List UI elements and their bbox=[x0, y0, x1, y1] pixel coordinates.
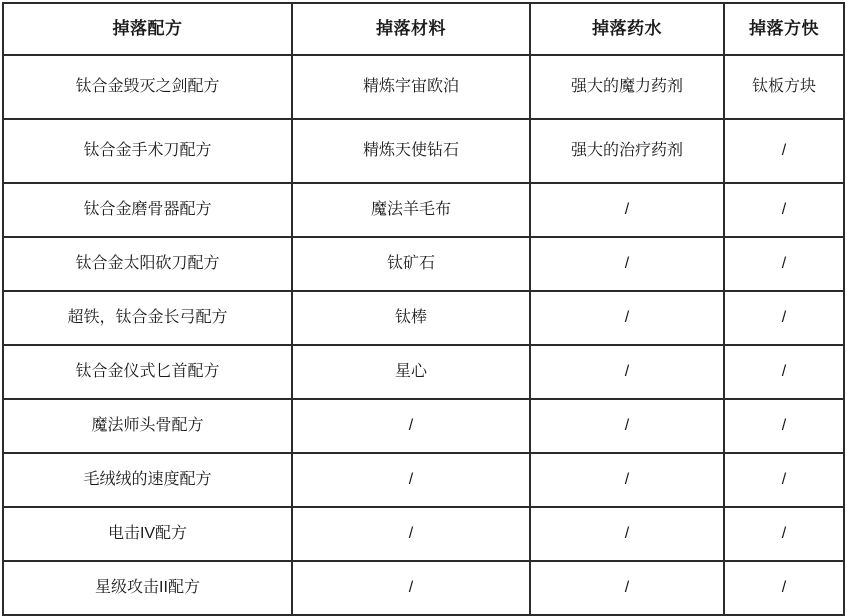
table-row bbox=[3, 561, 844, 615]
cell-block: / bbox=[724, 345, 844, 399]
cell-potion: / bbox=[530, 453, 724, 507]
cell-recipe: 钛合金太阳砍刀配方 bbox=[3, 237, 292, 291]
column-header-material: 掉落材料 bbox=[292, 3, 530, 55]
column-header-block: 掉落方快 bbox=[724, 3, 844, 55]
cell-potion: / bbox=[530, 291, 724, 345]
cell-recipe: 星级攻击II配方 bbox=[3, 561, 292, 615]
cell-material: 精炼宇宙欧泊 bbox=[292, 55, 530, 119]
cell-block: / bbox=[724, 291, 844, 345]
column-header-potion: 掉落药水 bbox=[530, 3, 724, 55]
drop-table-container bbox=[0, 2, 846, 616]
cell-recipe: 钛合金毁灭之剑配方 bbox=[3, 55, 292, 119]
drop-table bbox=[2, 2, 845, 616]
cell-potion: 强大的治疗药剂 bbox=[530, 119, 724, 183]
table-row bbox=[3, 119, 844, 183]
cell-material: / bbox=[292, 507, 530, 561]
column-header-recipe: 掉落配方 bbox=[3, 3, 292, 55]
cell-block: / bbox=[724, 399, 844, 453]
cell-material: 魔法羊毛布 bbox=[292, 183, 530, 237]
cell-recipe: 钛合金手术刀配方 bbox=[3, 119, 292, 183]
cell-recipe: 钛合金磨骨器配方 bbox=[3, 183, 292, 237]
cell-recipe: 超铁，钛合金长弓配方 bbox=[3, 291, 292, 345]
cell-material: 精炼天使钻石 bbox=[292, 119, 530, 183]
table-row bbox=[3, 345, 844, 399]
cell-block: / bbox=[724, 119, 844, 183]
cell-potion: / bbox=[530, 561, 724, 615]
cell-material: / bbox=[292, 453, 530, 507]
cell-recipe: 毛绒绒的速度配方 bbox=[3, 453, 292, 507]
cell-recipe: 电击IV配方 bbox=[3, 507, 292, 561]
table-row bbox=[3, 399, 844, 453]
cell-potion: / bbox=[530, 345, 724, 399]
cell-block: / bbox=[724, 237, 844, 291]
table-body bbox=[3, 55, 844, 615]
cell-block: / bbox=[724, 183, 844, 237]
table-header bbox=[3, 3, 844, 55]
cell-potion: / bbox=[530, 237, 724, 291]
cell-potion: / bbox=[530, 507, 724, 561]
cell-block: / bbox=[724, 561, 844, 615]
table-header-row bbox=[3, 3, 844, 55]
table-row bbox=[3, 55, 844, 119]
table-row bbox=[3, 291, 844, 345]
cell-material: 钛矿石 bbox=[292, 237, 530, 291]
cell-potion: 强大的魔力药剂 bbox=[530, 55, 724, 119]
table-row bbox=[3, 453, 844, 507]
table-row bbox=[3, 507, 844, 561]
table-row bbox=[3, 237, 844, 291]
cell-block: 钛板方块 bbox=[724, 55, 844, 119]
cell-recipe: 魔法师头骨配方 bbox=[3, 399, 292, 453]
cell-material: 星心 bbox=[292, 345, 530, 399]
cell-potion: / bbox=[530, 183, 724, 237]
cell-block: / bbox=[724, 507, 844, 561]
cell-material: 钛棒 bbox=[292, 291, 530, 345]
cell-potion: / bbox=[530, 399, 724, 453]
cell-block: / bbox=[724, 453, 844, 507]
cell-recipe: 钛合金仪式匕首配方 bbox=[3, 345, 292, 399]
table-row bbox=[3, 183, 844, 237]
cell-material: / bbox=[292, 399, 530, 453]
cell-material: / bbox=[292, 561, 530, 615]
